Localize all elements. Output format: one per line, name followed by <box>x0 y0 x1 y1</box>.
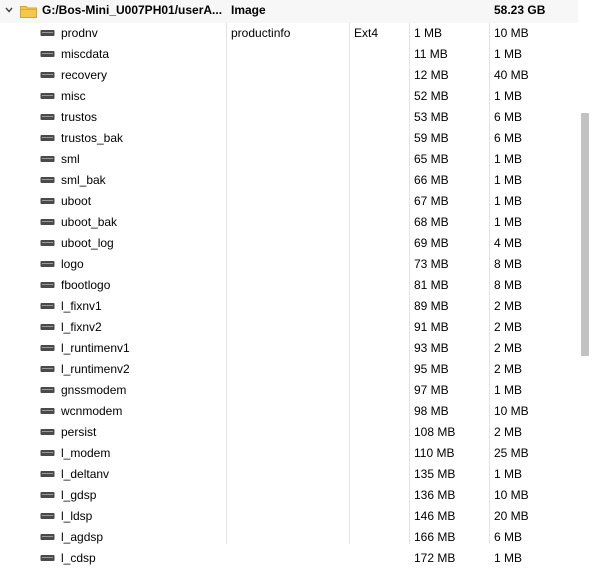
drive-partition-icon <box>40 218 55 226</box>
disk-image-size: 58.23 GB <box>494 3 546 17</box>
partition-start: 65 MB <box>414 152 449 166</box>
partition-start: 146 MB <box>414 509 456 523</box>
partition-start: 12 MB <box>414 68 449 82</box>
partition-row[interactable] <box>0 65 578 86</box>
partition-start: 59 MB <box>414 131 449 145</box>
drive-partition-icon <box>40 155 55 163</box>
drive-partition-icon <box>40 449 55 457</box>
drive-partition-icon <box>40 176 55 184</box>
partition-size: 2 MB <box>494 341 523 355</box>
partition-start: 89 MB <box>414 299 449 313</box>
partition-size: 10 MB <box>494 26 529 40</box>
partition-row[interactable] <box>0 233 578 254</box>
drive-partition-icon <box>40 554 55 562</box>
partition-size: 8 MB <box>494 257 523 271</box>
partition-name: persist <box>61 425 97 439</box>
partition-row[interactable] <box>0 506 578 527</box>
partition-row[interactable] <box>0 527 578 548</box>
partition-row[interactable] <box>0 275 578 296</box>
partition-row[interactable] <box>0 128 578 149</box>
drive-partition-icon <box>40 386 55 394</box>
partition-name: l_gdsp <box>61 488 97 502</box>
partition-start: 53 MB <box>414 110 449 124</box>
partition-name: misc <box>61 89 86 103</box>
partition-size: 1 MB <box>494 194 523 208</box>
partition-size: 2 MB <box>494 425 523 439</box>
drive-partition-icon <box>40 113 55 121</box>
drive-partition-icon <box>40 239 55 247</box>
drive-partition-icon <box>40 197 55 205</box>
partition-size: 1 MB <box>494 89 523 103</box>
partition-row[interactable] <box>0 464 578 485</box>
partition-size: 40 MB <box>494 68 529 82</box>
partition-name: l_runtimenv2 <box>61 362 130 376</box>
partition-name: l_cdsp <box>61 551 96 565</box>
disk-image-path: G:/Bos-Mini_U007PH01/userA... <box>42 3 223 17</box>
partition-size: 6 MB <box>494 110 523 124</box>
partition-name: l_deltanv <box>61 467 110 481</box>
partition-start: 108 MB <box>414 425 456 439</box>
partition-row[interactable] <box>0 191 578 212</box>
drive-partition-icon <box>40 50 55 58</box>
partition-start: 136 MB <box>414 488 456 502</box>
partition-row[interactable] <box>0 380 578 401</box>
partition-row[interactable] <box>0 212 578 233</box>
partition-row[interactable] <box>0 296 578 317</box>
partition-name: sml <box>61 152 80 166</box>
partition-start: 68 MB <box>414 215 449 229</box>
drive-partition-icon <box>40 365 55 373</box>
partition-row[interactable] <box>0 338 578 359</box>
partition-size: 2 MB <box>494 362 523 376</box>
partition-row[interactable] <box>0 422 578 443</box>
partition-start: 110 MB <box>414 446 455 460</box>
partition-size: 1 MB <box>494 551 523 565</box>
partition-size: 4 MB <box>494 236 523 250</box>
partition-row[interactable] <box>0 254 578 275</box>
partition-size: 25 MB <box>494 446 529 460</box>
partition-size: 6 MB <box>494 530 523 544</box>
drive-partition-icon <box>40 71 55 79</box>
partition-name: recovery <box>61 68 108 82</box>
partition-name: miscdata <box>61 47 110 61</box>
drive-partition-icon <box>40 470 55 478</box>
partition-name: uboot <box>61 194 92 208</box>
drive-partition-icon <box>40 281 55 289</box>
partition-name: trustos_bak <box>61 131 124 145</box>
drive-partition-icon <box>40 29 55 37</box>
partition-row[interactable] <box>0 86 578 107</box>
partition-row[interactable] <box>0 317 578 338</box>
collapse-icon[interactable] <box>4 5 14 15</box>
disk-image-type: Image <box>231 3 266 17</box>
partition-start: 166 MB <box>414 530 456 544</box>
partition-row[interactable] <box>0 170 578 191</box>
partition-start: 66 MB <box>414 173 449 187</box>
partition-row[interactable] <box>0 23 578 44</box>
drive-partition-icon <box>40 491 55 499</box>
partition-name: l_agdsp <box>61 530 104 544</box>
partition-row[interactable] <box>0 107 578 128</box>
partition-start: 1 MB <box>414 26 443 40</box>
partition-name: gnssmodem <box>61 383 127 397</box>
partition-name: sml_bak <box>61 173 106 187</box>
partition-name: uboot_log <box>61 236 114 250</box>
partition-start: 172 MB <box>414 551 456 565</box>
scrollbar-thumb[interactable] <box>581 113 589 356</box>
partition-size: 1 MB <box>494 152 523 166</box>
partition-row[interactable] <box>0 401 578 422</box>
partition-start: 69 MB <box>414 236 449 250</box>
drive-partition-icon <box>40 407 55 415</box>
partition-name: uboot_bak <box>61 215 118 229</box>
partition-row[interactable] <box>0 149 578 170</box>
partition-name: wcnmodem <box>61 404 123 418</box>
partition-row[interactable] <box>0 443 578 464</box>
partition-start: 93 MB <box>414 341 449 355</box>
partition-name: l_runtimenv1 <box>61 341 130 355</box>
partition-size: 10 MB <box>494 488 529 502</box>
partition-name: prodnv <box>61 26 98 40</box>
partition-start: 52 MB <box>414 89 449 103</box>
partition-start: 91 MB <box>414 320 449 334</box>
drive-partition-icon <box>40 302 55 310</box>
partition-name: logo <box>61 257 84 271</box>
drive-partition-icon <box>40 344 55 352</box>
partition-row[interactable] <box>0 485 578 506</box>
partition-row[interactable] <box>0 359 578 380</box>
partition-size: 2 MB <box>494 320 523 334</box>
partition-row[interactable] <box>0 44 578 65</box>
partition-row[interactable] <box>0 548 578 569</box>
partition-size: 1 MB <box>494 467 523 481</box>
partition-label: productinfo <box>231 26 291 40</box>
partition-size: 1 MB <box>494 383 523 397</box>
partition-start: 11 MB <box>414 47 448 61</box>
partition-start: 67 MB <box>414 194 449 208</box>
partition-size: 20 MB <box>494 509 529 523</box>
partition-start: 95 MB <box>414 362 449 376</box>
partition-size: 1 MB <box>494 173 523 187</box>
drive-partition-icon <box>40 323 55 331</box>
partition-start: 98 MB <box>414 404 449 418</box>
partition-size: 6 MB <box>494 131 523 145</box>
partition-name: l_fixnv1 <box>61 299 102 313</box>
disk-image-row[interactable] <box>0 0 578 23</box>
partition-size: 2 MB <box>494 299 523 313</box>
partition-name: l_ldsp <box>61 509 93 523</box>
partition-name: trustos <box>61 110 98 124</box>
vertical-scrollbar[interactable] <box>578 0 592 544</box>
drive-partition-icon <box>40 134 55 142</box>
partition-name: l_modem <box>61 446 111 460</box>
drive-partition-icon <box>40 260 55 268</box>
partition-size: 8 MB <box>494 278 523 292</box>
partition-start: 135 MB <box>414 467 456 481</box>
partition-name: fbootlogo <box>61 278 111 292</box>
partition-size: 1 MB <box>494 215 523 229</box>
partition-filesystem: Ext4 <box>354 26 379 40</box>
partition-start: 73 MB <box>414 257 449 271</box>
partition-start: 81 MB <box>414 278 449 292</box>
drive-partition-icon <box>40 92 55 100</box>
folder-icon <box>20 4 37 18</box>
drive-partition-icon <box>40 512 55 520</box>
partition-start: 97 MB <box>414 383 449 397</box>
partition-size: 10 MB <box>494 404 529 418</box>
drive-partition-icon <box>40 533 55 541</box>
partition-name: l_fixnv2 <box>61 320 102 334</box>
partition-size: 1 MB <box>494 47 523 61</box>
drive-partition-icon <box>40 428 55 436</box>
